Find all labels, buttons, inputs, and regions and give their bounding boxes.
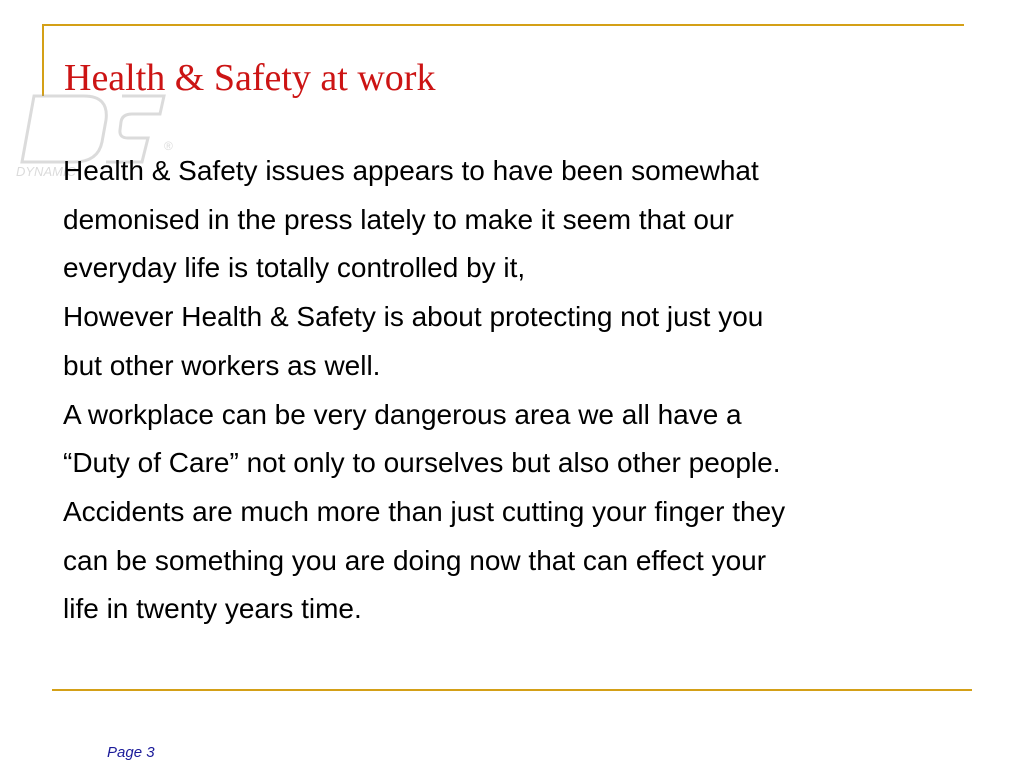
body-line: life in twenty years time.	[63, 593, 362, 625]
body-line: “Duty of Care” not only to ourselves but also other people.	[63, 447, 781, 479]
frame-top-line	[42, 24, 964, 26]
slide-title: Health & Safety at work	[64, 57, 436, 99]
registered-mark: ®	[164, 139, 173, 153]
body-line: Accidents are much more than just cutting your finger they	[63, 495, 786, 527]
body-line: but other workers as well.	[63, 349, 381, 381]
body-line: everyday life is totally controlled by it,	[63, 252, 526, 284]
logo-wordmark: DYNAMIC	[16, 164, 76, 179]
body-line: demonised in the press lately to make it seem that our	[63, 203, 734, 235]
body-line: can be something you are doing now that can effect your	[63, 544, 767, 576]
body-line: However Health & Safety is about protecting not just you	[63, 301, 764, 333]
body-line: Health & Safety issues appears to have been somewhat	[63, 155, 759, 186]
frame-bottom-line	[52, 689, 972, 691]
slide-body	[63, 147, 963, 634]
body-line: A workplace can be very dangerous area we all have a	[63, 398, 742, 430]
page-number: Page 3	[107, 744, 155, 761]
frame-left-line	[42, 24, 44, 96]
